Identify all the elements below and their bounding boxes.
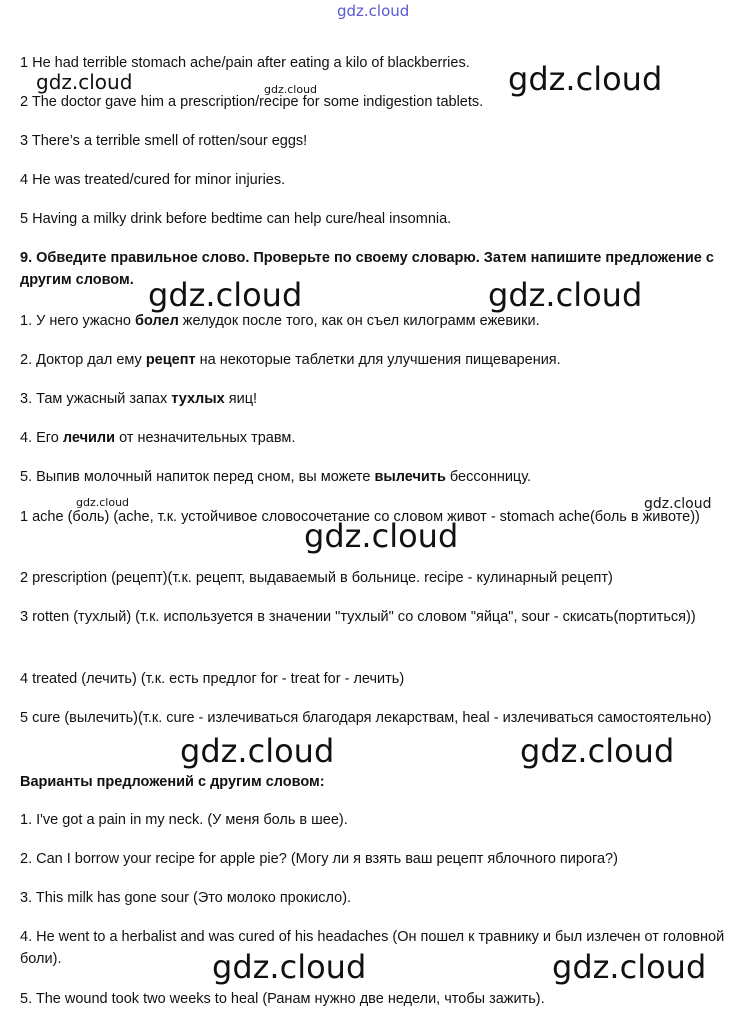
answer-word: рецепт [145, 352, 196, 368]
task-title: 9. Обведите правильное слово. Проверьте по своему словарю. Затем напишите предложение с другим словом. [20, 250, 714, 288]
english-sentence: 1 He had terrible stomach ache/pain after eating a kilo of blackberries. [20, 55, 470, 71]
watermark: gdz.cloud [304, 517, 459, 555]
watermark: gdz.cloud [148, 276, 303, 314]
answer-word: вылечить [374, 469, 446, 485]
explanation-line: 3 rotten (тухлый) (т.к. используется в значении "тухлый" со словом "яйца", sour - скисать(портиться)) [20, 609, 696, 625]
watermark: gdz.cloud [36, 70, 133, 94]
english-sentence: 3 There’s a terrible smell of rotten/sour eggs! [20, 133, 308, 149]
watermark: gdz.cloud [212, 948, 367, 986]
translation-line: 3. Там ужасный запах тухлых яиц! [20, 391, 258, 407]
answer-word: болел [135, 313, 179, 329]
watermark: gdz.cloud [76, 496, 130, 509]
variant-sentence: 3. This milk has gone sour (Это молоко прокисло). [20, 890, 352, 906]
watermark: gdz.cloud [508, 60, 663, 98]
variant-sentence: 1. I've got a pain in my neck. (У меня боль в шее). [20, 812, 348, 828]
watermark: gdz.cloud [552, 948, 707, 986]
watermark: gdz.cloud [264, 83, 318, 96]
translation-line: 2. Доктор дал ему рецепт на некоторые таблетки для улучшения пищеварения. [20, 352, 561, 368]
watermark: gdz.cloud [488, 276, 643, 314]
watermark: gdz.cloud [180, 732, 335, 770]
answer-word: тухлых [171, 391, 225, 407]
explanation-line: 2 prescription (рецепт)(т.к. рецепт, выдаваемый в больнице. recipe - кулинарный рецепт) [20, 570, 613, 586]
translation-line: 1. У него ужасно болел желудок после того, как он съел килограмм ежевики. [20, 313, 540, 329]
variant-sentence: 4. He went to a herbalist and was cured of his headaches (Он пошел к травнику и был излечен от головной боли). [20, 929, 725, 967]
watermark: gdz.cloud [520, 732, 675, 770]
explanation-line: 1 ache (боль) (ache, т.к. устойчивое словосочетание со словом живот - stomach ache(боль в животе)) [20, 509, 700, 525]
english-sentence: 5 Having a milky drink before bedtime can help cure/heal insomnia. [20, 211, 452, 227]
answer-word: лечили [62, 430, 116, 446]
variants-heading: Варианты предложений с другим словом: [20, 774, 325, 790]
english-sentence: 4 He was treated/cured for minor injuries. [20, 172, 286, 188]
explanation-line: 5 cure (вылечить)(т.к. cure - излечиваться благодаря лекарствам, heal - излечиваться самостоятельно) [20, 710, 712, 726]
variant-sentence: 5. The wound took two weeks to heal (Ранам нужно две недели, чтобы зажить). [20, 991, 545, 1007]
watermark: gdz.cloud [644, 496, 712, 512]
english-sentence: 2 The doctor gave him a prescription/recipe for some indigestion tablets. [20, 94, 484, 110]
variant-sentence: 2. Can I borrow your recipe for apple pie? (Могу ли я взять ваш рецепт яблочного пирога?) [20, 851, 618, 867]
translation-line: 4. Его лечили от незначительных травм. [20, 430, 296, 446]
explanation-line: 4 treated (лечить) (т.к. есть предлог for - treat for - лечить) [20, 671, 405, 687]
translation-line: 5. Выпив молочный напиток перед сном, вы можете вылечить бессонницу. [20, 469, 532, 485]
watermark: gdz.cloud [337, 2, 410, 20]
